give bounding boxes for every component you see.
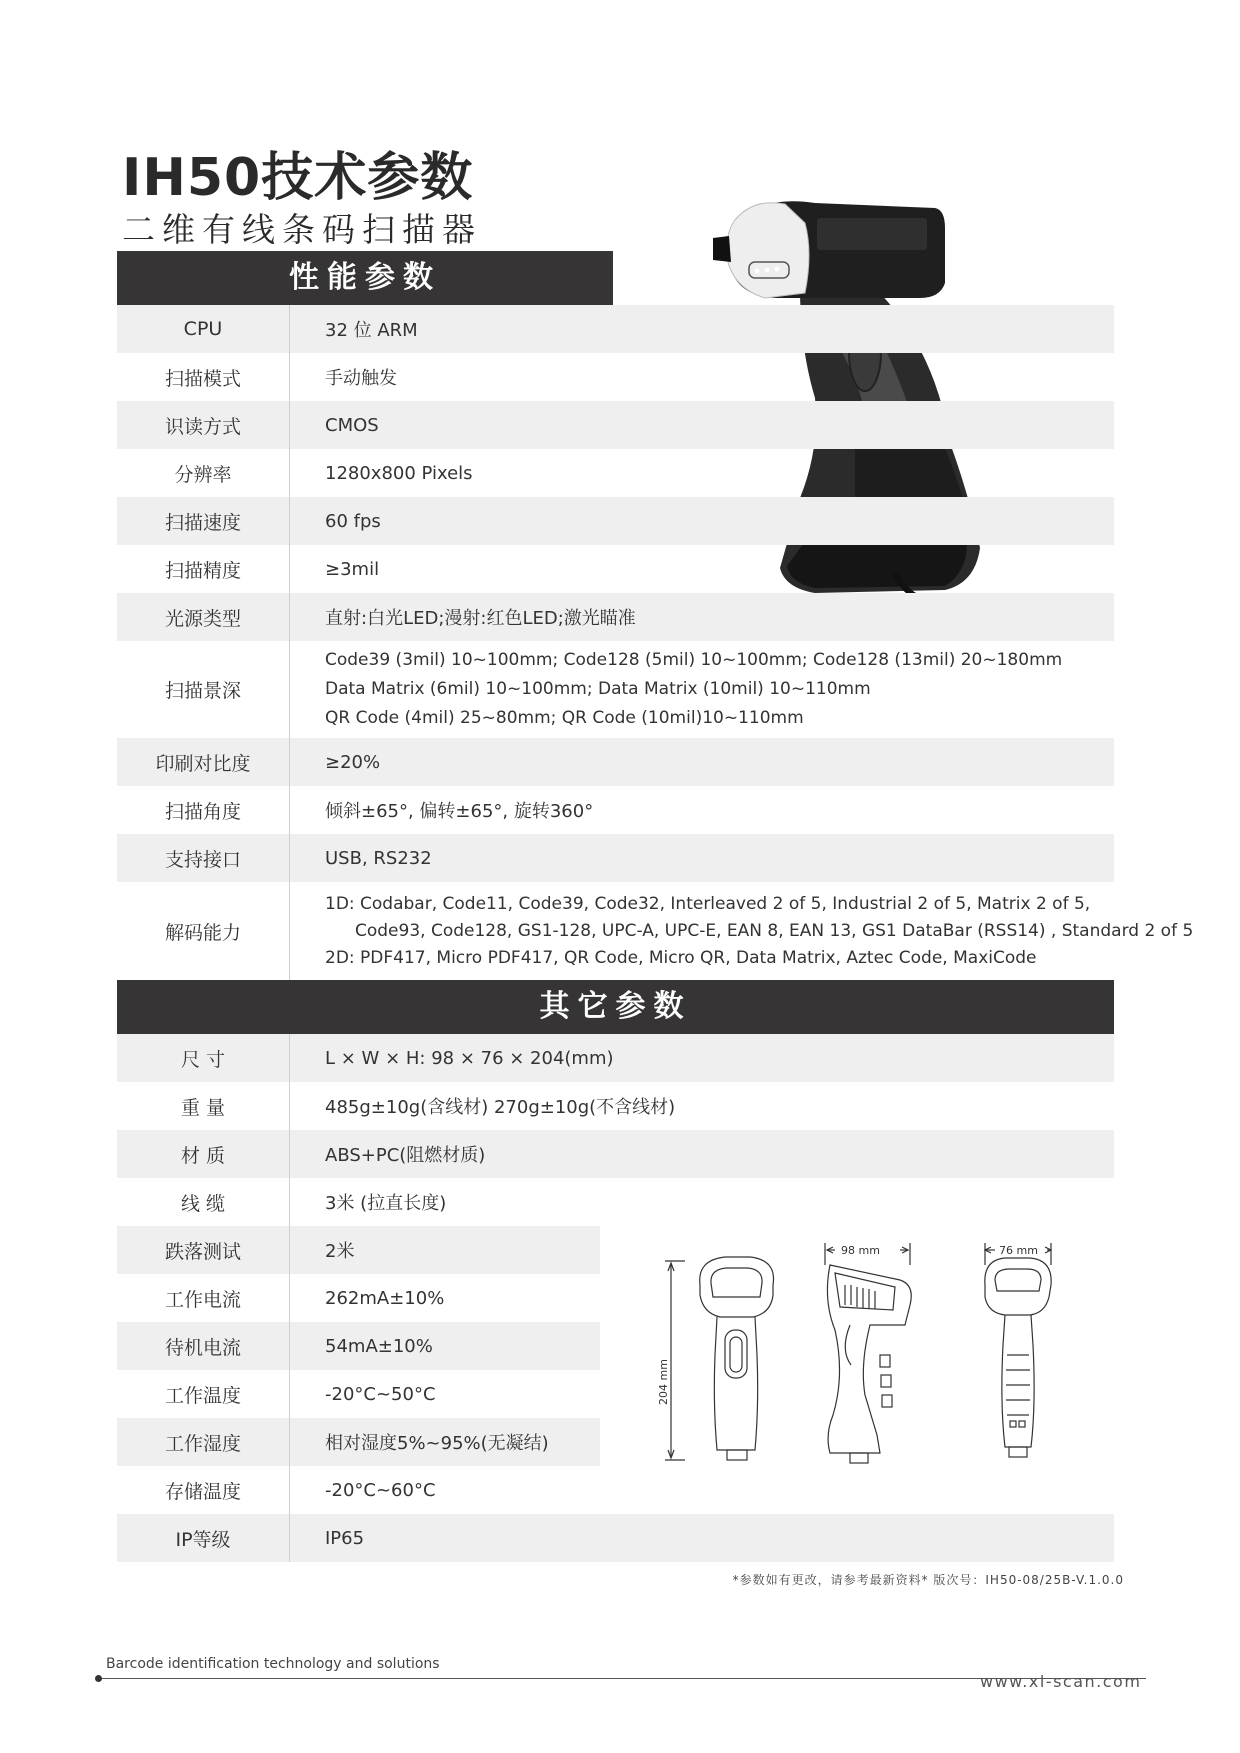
spec-value: 485g±10g(含线材) 270g±10g(不含线材) xyxy=(325,1097,676,1118)
spec-value-line: QR Code (4mil) 25~80mm; QR Code (10mil)10~110mm xyxy=(325,708,804,728)
page-subtitle: 二维有线条码扫描器 xyxy=(122,210,482,249)
page-title: IH50技术参数 xyxy=(122,148,474,208)
spec-value: 3米 (拉直长度) xyxy=(325,1193,447,1214)
spec-label: 识读方式 xyxy=(117,401,290,449)
spec-row xyxy=(117,738,1114,786)
spec-value-line: Code39 (3mil) 10~100mm; Code128 (5mil) 10~100mm; Code128 (13mil) 20~180mm xyxy=(325,650,1063,670)
spec-row xyxy=(117,401,1114,449)
spec-value: 倾斜±65°, 偏转±65°, 旋转360° xyxy=(325,801,594,822)
spec-row xyxy=(117,641,1114,738)
spec-row xyxy=(117,1370,600,1418)
spec-value-line: Data Matrix (6mil) 10~100mm; Data Matrix (10mil) 10~110mm xyxy=(325,679,871,699)
spec-label: 扫描角度 xyxy=(117,786,290,834)
spec-row xyxy=(117,497,1114,545)
spec-value: L × W × H: 98 × 76 × 204(mm) xyxy=(325,1047,614,1069)
spec-value xyxy=(325,641,1104,738)
spec-label: 分辨率 xyxy=(117,449,290,497)
spec-value: ≥3mil xyxy=(325,558,380,580)
spec-label: 工作温度 xyxy=(117,1370,290,1418)
section-header-performance: 性能参数 xyxy=(117,251,613,305)
spec-label: IP等级 xyxy=(117,1514,290,1562)
spec-row xyxy=(117,1226,600,1274)
spec-value: -20°C~50°C xyxy=(325,1383,436,1405)
spec-label: 扫描景深 xyxy=(117,641,290,738)
section-header-other: 其它参数 xyxy=(117,980,1114,1034)
spec-label: 尺 寸 xyxy=(117,1034,290,1082)
spec-value-line: 2D: PDF417, Micro PDF417, QR Code, Micro QR, Data Matrix, Aztec Code, MaxiCode xyxy=(325,947,1037,968)
spec-row xyxy=(117,1130,1114,1178)
spec-value: 手动触发 xyxy=(325,368,397,389)
spec-label: 印刷对比度 xyxy=(117,738,290,786)
spec-value: 262mA±10% xyxy=(325,1287,445,1309)
spec-label: 工作湿度 xyxy=(117,1418,290,1466)
spec-value: 直射:白光LED;漫射:红色LED;激光瞄准 xyxy=(325,608,636,629)
spec-value: USB, RS232 xyxy=(325,847,432,869)
dimension-depth-label: 76 mm xyxy=(999,1244,1038,1257)
spec-row xyxy=(117,593,1114,641)
spec-label: 扫描速度 xyxy=(117,497,290,545)
footer-website: www.xl-scan.com xyxy=(980,1672,1142,1691)
spec-value-line: Code93, Code128, GS1-128, UPC-A, UPC-E, EAN 8, EAN 13, GS1 DataBar (RSS14) , Standard 2 of 5 xyxy=(355,920,1194,941)
spec-value: IP65 xyxy=(325,1527,365,1549)
spec-label: 支持接口 xyxy=(117,834,290,882)
spec-value: ABS+PC(阻燃材质) xyxy=(325,1145,486,1166)
spec-label: 材 质 xyxy=(117,1130,290,1178)
spec-value: 32 位 ARM xyxy=(325,320,418,341)
spec-row xyxy=(117,882,1194,980)
spec-value: 1280x800 Pixels xyxy=(325,462,473,484)
spec-value-line: 1D: Codabar, Code11, Code39, Code32, Interleaved 2 of 5, Industrial 2 of 5, Matrix 2 of 5, xyxy=(325,893,1091,914)
spec-value: 相对湿度5%~95%(无凝结) xyxy=(325,1433,549,1454)
spec-row xyxy=(117,1178,1114,1226)
spec-row xyxy=(117,1514,1114,1562)
spec-label: 存储温度 xyxy=(117,1466,290,1514)
spec-value: 2米 xyxy=(325,1241,355,1262)
spec-value: 60 fps xyxy=(325,510,381,532)
footnote: *参数如有更改，请参考最新资料* 版次号：IH50-08/25B-V.1.0.0 xyxy=(732,1573,1124,1587)
spec-row xyxy=(117,1418,600,1466)
spec-row xyxy=(117,353,1114,401)
spec-label: 待机电流 xyxy=(117,1322,290,1370)
spec-row xyxy=(117,545,1114,593)
spec-row xyxy=(117,834,1114,882)
footer-tagline: Barcode identification technology and solutions xyxy=(106,1656,440,1672)
spec-row xyxy=(117,1322,600,1370)
spec-row xyxy=(117,305,1114,353)
spec-row xyxy=(117,1034,1114,1082)
spec-value: -20°C~60°C xyxy=(325,1479,436,1501)
dimension-width-label: 98 mm xyxy=(841,1244,880,1257)
spec-value xyxy=(325,882,1194,980)
spec-label: 扫描模式 xyxy=(117,353,290,401)
footer-dot-icon xyxy=(95,1675,102,1682)
spec-value: 54mA±10% xyxy=(325,1335,433,1357)
spec-label: 重 量 xyxy=(117,1082,290,1130)
spec-label: 光源类型 xyxy=(117,593,290,641)
spec-label: 跌落测试 xyxy=(117,1226,290,1274)
spec-row xyxy=(117,1082,1114,1130)
spec-label: CPU xyxy=(117,305,290,353)
spec-label: 工作电流 xyxy=(117,1274,290,1322)
spec-label: 线 缆 xyxy=(117,1178,290,1226)
spec-row xyxy=(117,786,1114,834)
spec-row xyxy=(117,449,1114,497)
spec-value: CMOS xyxy=(325,414,379,436)
spec-label: 解码能力 xyxy=(117,882,290,980)
dimension-drawing xyxy=(655,1225,1085,1475)
spec-value: ≥20% xyxy=(325,751,381,773)
spec-label: 扫描精度 xyxy=(117,545,290,593)
dimension-height-label: 204 mm xyxy=(657,1359,670,1405)
spec-row xyxy=(117,1274,600,1322)
